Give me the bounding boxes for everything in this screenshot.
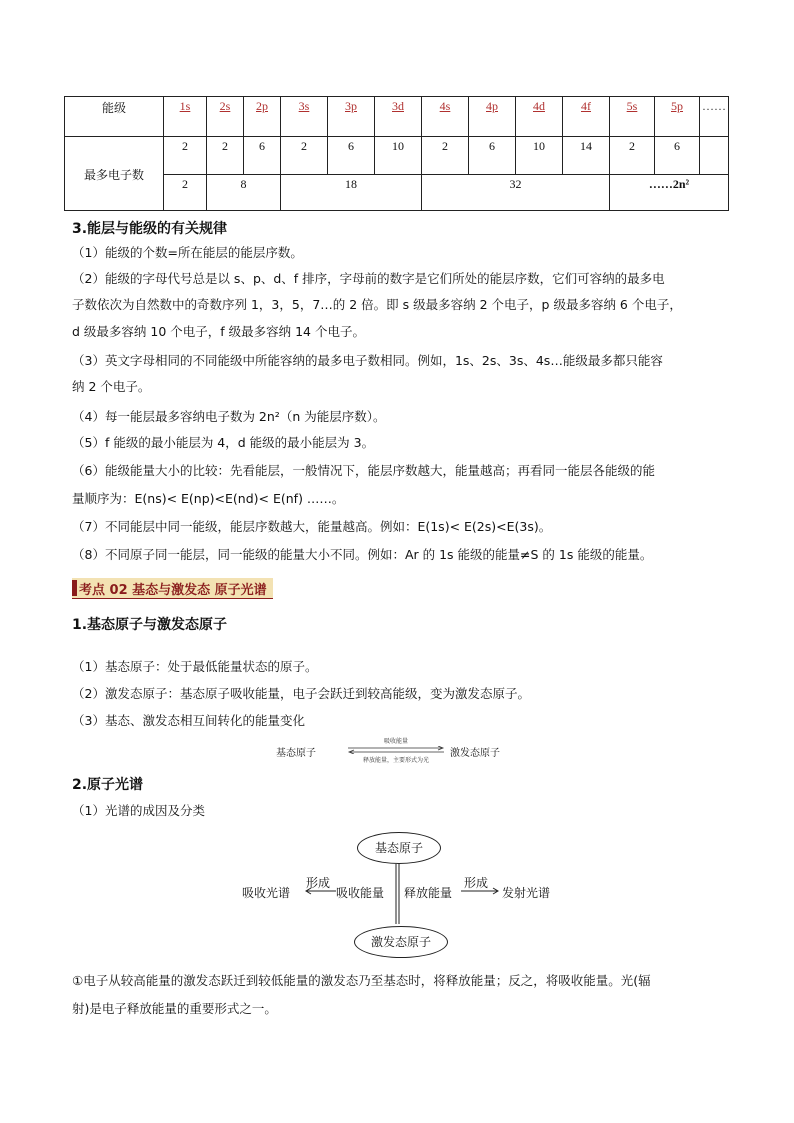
section-header	[72, 578, 273, 599]
rules-heading: 3.能层与能级的有关规律	[72, 221, 228, 237]
level-3s: 3s	[281, 97, 328, 137]
table-row	[65, 137, 729, 175]
rule-line: （3）英文字母相同的不同能级中所能容纳的最多电子数相同。例如，1s、2s、3s、4s…能级最多都只能容	[72, 353, 663, 368]
section-title: 考点 02 基态与激发态 原子光谱	[79, 582, 267, 598]
level-2s: 2s	[207, 97, 244, 137]
spectrum-note: 射)是电子释放能量的重要形式之一。	[72, 1001, 277, 1016]
ground-line: （2）激发态原子：基态原子吸收能量，电子会跃迁到较高能级，变为激发态原子。	[72, 686, 530, 701]
ground-heading: 1.基态原子与激发态原子	[72, 617, 228, 633]
cell: 2	[610, 137, 655, 175]
excited-state-node: 激发态原子	[354, 926, 448, 958]
spectrum-sub: （1）光谱的成因及分类	[72, 803, 205, 818]
cell: 10	[375, 137, 422, 175]
cell: 6	[244, 137, 281, 175]
level-5p: 5p	[655, 97, 700, 137]
level-header: 能级	[65, 97, 164, 137]
cell: 2	[164, 137, 207, 175]
conversion-figure	[276, 738, 526, 766]
absorb-energy-label: 吸收能量	[336, 886, 385, 900]
level-4f: 4f	[563, 97, 610, 137]
rule-line: d 级最多容纳 10 个电子，f 级最多容纳 14 个电子。	[72, 324, 365, 339]
cell: 6	[469, 137, 516, 175]
cell: ……2n²	[610, 175, 729, 211]
table-row	[65, 97, 729, 137]
conv-arrows	[346, 738, 446, 765]
level-3d: 3d	[375, 97, 422, 137]
table-row	[65, 175, 729, 211]
cell: 6	[328, 137, 375, 175]
ground-line: （1）基态原子：处于最低能量状态的原子。	[72, 659, 318, 674]
cell: 2	[207, 137, 244, 175]
cell	[700, 137, 729, 175]
cell: 2	[422, 137, 469, 175]
rule-line: （6）能级能量大小的比较：先看能层，一般情况下，能层序数越大，能量越高；再看同一能层各能级的能	[72, 463, 655, 478]
section-marker	[72, 580, 77, 596]
conv-ground: 基态原子	[276, 748, 316, 759]
level-4s: 4s	[422, 97, 469, 137]
right-arrow-label: 形成	[464, 876, 489, 890]
double-arrow-icon	[346, 746, 446, 754]
left-arrow-label: 形成	[306, 876, 331, 890]
cell: 2	[281, 137, 328, 175]
ground-line: （3）基态、激发态相互间转化的能量变化	[72, 713, 305, 728]
conv-bottom-label: 释放能量，主要形式为光	[362, 757, 429, 764]
level-2p: 2p	[244, 97, 281, 137]
cell: 14	[563, 137, 610, 175]
level-3p: 3p	[328, 97, 375, 137]
cell: 10	[516, 137, 563, 175]
max-electrons-header: 最多电子数	[65, 137, 164, 211]
spectrum-heading: 2.原子光谱	[72, 777, 144, 793]
rule-line: （7）不同能层中同一能级，能层序数越大，能量越高。例如：E(1s)< E(2s)<E(3s)。	[72, 519, 552, 534]
rule-line: （4）每一能层最多容纳电子数为 2n²（n 为能层序数）。	[72, 409, 386, 424]
level-4p: 4p	[469, 97, 516, 137]
absorption-spectrum-label: 吸收光谱	[242, 886, 291, 900]
cell: 32	[422, 175, 610, 211]
rule-line: （8）不同原子同一能层，同一能级的能量大小不同。例如：Ar 的 1s 能级的能量≠S 的 1s 能级的能量。	[72, 547, 653, 562]
emission-spectrum-label: 发射光谱	[502, 886, 551, 900]
rule-line: （2）能级的字母代号总是以 s、p、d、f 排序，字母前的数字是它们所处的能层序数，它们可容纳的最多电	[72, 271, 665, 286]
spectrum-diagram	[236, 830, 566, 960]
cell: 6	[655, 137, 700, 175]
level-4d: 4d	[516, 97, 563, 137]
level-more: ……	[700, 97, 729, 137]
rule-line: 量顺序为：E(ns)< E(np)<E(nd)< E(nf) ……。	[72, 491, 345, 506]
level-5s: 5s	[610, 97, 655, 137]
conv-excited: 激发态原子	[450, 748, 500, 759]
spectrum-note: ①电子从较高能量的激发态跃迁到较低能量的激发态乃至基态时，将释放能量；反之，将吸收能量。光(辐	[72, 973, 651, 988]
cell: 8	[207, 175, 281, 211]
rule-line: （5）f 能级的最小能层为 4，d 能级的最小能层为 3。	[72, 435, 375, 450]
cell: 2	[164, 175, 207, 211]
rule-line: 子数依次为自然数中的奇数序列 1，3，5，7…的 2 倍。即 s 级最多容纳 2 个电子，p 级最多容纳 6 个电子，	[72, 297, 682, 312]
ground-state-node: 基态原子	[357, 832, 441, 864]
conv-top-label: 吸收能量	[383, 738, 408, 745]
cell: 18	[281, 175, 422, 211]
rule-line: 纳 2 个电子。	[72, 379, 151, 394]
rule-line: （1）能级的个数=所在能层的能层序数。	[72, 245, 303, 260]
level-1s: 1s	[164, 97, 207, 137]
release-energy-label: 释放能量	[404, 886, 453, 900]
energy-level-table	[64, 96, 729, 211]
